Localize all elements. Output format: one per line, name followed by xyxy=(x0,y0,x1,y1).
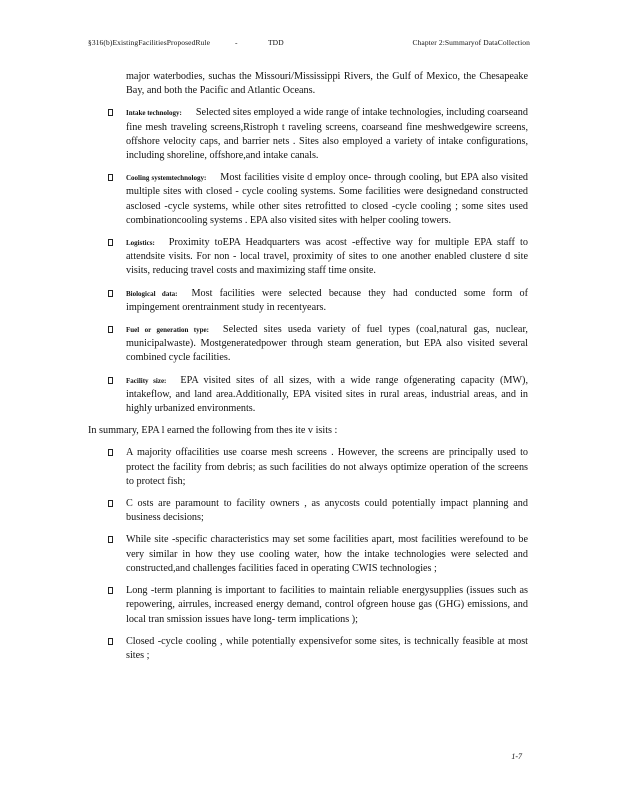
criterion-text: Selected sites useda variety of fuel types (coal,natural gas, nuclear, municipalwaste). Mostgeneratedpower through steam generation, but EPA also visited several combined cycle facilities. xyxy=(126,324,528,364)
bullet-box-icon xyxy=(108,174,113,181)
finding-text: While site -specific characteristics may set some facilities apart, most facilities werefound to be very similar in how they use cooling water, how the intake technologies were selected and constructed,and challenges facilities faced in operating CWIS technologies ; xyxy=(126,534,528,574)
bullet-box-icon xyxy=(108,326,113,333)
criterion-logistics xyxy=(126,236,528,279)
criterion-biological-data xyxy=(126,287,528,315)
bullet-box-icon xyxy=(108,239,113,246)
bullet-box-icon xyxy=(108,587,113,594)
criterion-label: Logistics: xyxy=(126,239,155,248)
header-document-title: §316(b)ExistingFacilitiesProposedRule xyxy=(88,38,211,47)
criterion-facility-size xyxy=(126,374,528,417)
criterion-label: Facility size: xyxy=(126,376,167,385)
criterion-label: Biological data: xyxy=(126,289,178,298)
bullet-box-icon xyxy=(108,638,113,645)
bullet-box-icon xyxy=(108,290,113,297)
finding-item xyxy=(126,584,528,627)
header-separator: - xyxy=(235,38,238,47)
finding-text: Long -term planning is important to facilities to maintain reliable energysupplies (issues such as repowering, airrules, increased energy demand, control ofgreen house gas (GHG) emissions, and local tran smission issues have long- term implications ); xyxy=(126,585,528,625)
finding-item xyxy=(126,446,528,489)
summary-intro: In summary, EPA l earned the following from thes ite v isits : xyxy=(88,425,338,437)
bullet-box-icon xyxy=(108,536,113,543)
criterion-label: Intake technology: xyxy=(126,109,182,118)
header-tdd: TDD xyxy=(268,38,284,47)
bullet-box-icon xyxy=(108,500,113,507)
finding-item xyxy=(126,533,528,576)
criterion-label: Cooling systemtechnology: xyxy=(126,174,207,183)
criterion-text: Most facilities visite d employ once- through cooling, but EPA also visited multiple sites with closed - cycle cooling systems. Some facilities were designedand constructed asclosed -cycle systems, while other sites retrofitted to closed -cycle cooling ; some sites used combinationcooling systems . EPA also visited sites with helper cooling towers. xyxy=(126,172,528,226)
finding-text: Closed -cycle cooling , while potentially expensivefor some sites, is technically feasible at most sites ; xyxy=(126,635,528,661)
finding-text: A majority offacilities use coarse mesh screens . However, the screens are principally used to protect the facility from debris; as such facilities do not always optimize operation of the screens to protect fish; xyxy=(126,447,528,487)
criterion-text: Selected sites employed a wide range of intake technologies, including coarseand fine mesh traveling screens,Ristroph t raveling screens, coarseand fine meshwedgewire screens, offshore velocity caps, and barrier nets . Sites also employed a variety of intake configurations, including shoreline, offshore,and intake canals. xyxy=(126,107,528,162)
criterion-fuel-generation-type xyxy=(126,323,528,366)
finding-item xyxy=(126,635,528,663)
bullet-box-icon xyxy=(108,449,113,456)
criterion-text: EPA visited sites of all sizes, with a wide range ofgenerating capacity (MW), intakeflow, and land area.Additionally, EPA visited sites in rural areas, industrial areas, and in highly urbanized environments. xyxy=(126,374,528,415)
criterion-intake-technology xyxy=(126,106,528,163)
finding-text: C osts are paramount to facility owners , as anycosts could potentially impact planning and business decisions; xyxy=(126,498,528,524)
page-number: 1-7 xyxy=(511,752,522,761)
criterion-text: Most facilities were selected because they had conducted some form of impingement orentrainment study in recentyears. xyxy=(126,287,528,313)
criterion-label: Fuel or generation type: xyxy=(126,326,209,335)
bullet-box-icon xyxy=(108,109,113,116)
header-chapter-title: Chapter 2:Summaryof DataCollection xyxy=(412,38,530,47)
bullet-box-icon xyxy=(108,377,113,384)
page-body xyxy=(88,70,528,663)
criterion-cooling-system-technology xyxy=(126,171,528,228)
criterion-text: Proximity toEPA Headquarters was acost -effective way for multiple EPA staff to attendsite visits. For non - local travel, proximity of sites to one another enabled clustere d site visits, reducing travel costs and maximizing staff time onsite. xyxy=(126,237,528,277)
intro-continuation: major waterbodies, suchas the Missouri/Mississippi Rivers, the Gulf of Mexico, the Chesapeake Bay, and both the Pacific and Atlantic Oceans. xyxy=(126,71,528,97)
finding-item xyxy=(126,497,528,525)
